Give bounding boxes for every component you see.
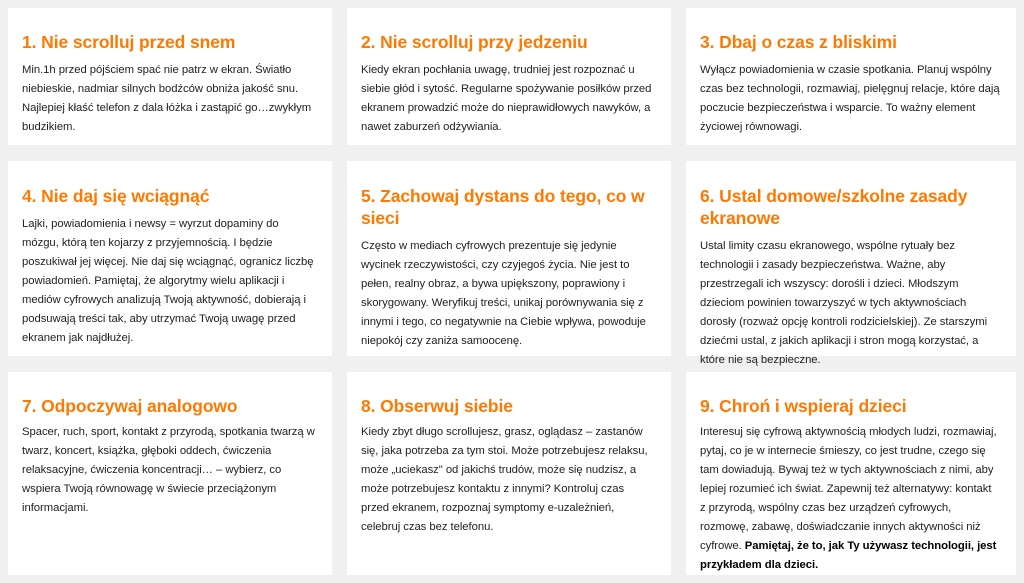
tip-card-3 — [686, 8, 1016, 145]
tip-text: Ustal limity czasu ekranowego, wspólne rytuały bez technologii i zasady bezpieczeństwa. Ważne, aby przestrzegali ich wszyscy: dorośli i dzieci. Młodszym dzieciom powinien towarzyszyć w tych aktywnościach dorosły (rozważ opcję kontroli rodzicielskiej). Ze starszymi dziećmi ustal, z jakich aplikacji i stron mogą korzystać, a które nie są bezpieczne. — [700, 240, 988, 366]
tip-text-emphasis: Pamiętaj, że to, jak Ty używasz technologii, jest przykładem dla dzieci. — [700, 540, 997, 571]
tip-text: Kiedy ekran pochłania uwagę, trudniej jest rozpoznać u siebie głód i sytość. Regularne spożywanie posiłków przed ekranem prowadzić może do nieprawidłowych nawyków, a nawet zaburzeń odżywiania. — [361, 64, 652, 133]
tip-title: 9. Chroń i wspieraj dzieci — [700, 396, 907, 416]
tip-title: 3. Dbaj o czas z bliskimi — [700, 32, 897, 52]
tip-card-9 — [686, 372, 1016, 575]
tip-text: Lajki, powiadomienia i newsy = wyrzut dopaminy do mózgu, którą ten kojarzy z przyjemnością. I będzie poszukiwał jej więcej. Nie daj się wciągnąć, ogranicz liczbę powiadomień. Pamiętaj, że algorytmy wielu aplikacji i mediów cyfrowych analizują Twoją aktywność, dobierają i podsuwają treści tak, aby utrzymać Twoją uwagę przed ekranem jak najdłużej. — [22, 218, 314, 344]
tip-title: 4. Nie daj się wciągnąć — [22, 186, 210, 206]
tip-text: Często w mediach cyfrowych prezentuje się jedynie wycinek rzeczywistości, czy czyjegoś życia. Nie jest to pełen, realny obraz, a bywa upiększony, poprawiony i skorygowany. Weryfikuj treści, unikaj porównywania się z innymi i tego, co negatywnie na Ciebie wpływa, powoduje niepokój czy zaniża samoocenę. — [361, 240, 646, 347]
tip-text — [700, 423, 1000, 575]
tip-text-regular: Interesuj się cyfrową aktywnością młodych ludzi, rozmawiaj, pytaj, co je w internecie śmieszy, co jest trudne, czego się tam dowiadują. Bywaj też w tych aktywnościach z nimi, aby lepiej rozumieć ich świat. Zapewnij też alternatywy: kontakt z przyrodą, wspólny czas bez urządzeń cyfrowych, rozmowę, zabawę, doświadczanie innych aktywności niż cyfrowe. — [700, 426, 997, 552]
tip-title: 2. Nie scrolluj przy jedzeniu — [361, 32, 588, 52]
tip-text: Spacer, ruch, sport, kontakt z przyrodą, spotkania twarzą w twarz, koncert, książka, głęboki oddech, ćwiczenia relaksacyjne, ćwiczenia koncentracji… – wybierz, co wspiera Twoją równowagę w świecie przeciążonym informacjami. — [22, 426, 315, 514]
tip-card-6 — [686, 161, 1016, 366]
tip-title: 8. Obserwuj siebie — [361, 396, 513, 416]
tip-card-8 — [347, 372, 671, 575]
tip-text: Kiedy zbyt długo scrollujesz, grasz, oglądasz – zastanów się, jaka potrzeba za tym stoi. Może potrzebujesz relaksu, może „uciekasz" od jakichś trudów, może się nudzisz, a może potrzebujesz kontaktu z innymi? Kontroluj czas przed ekranem, rozpoznaj symptomy e-uzależnień, celebruj czas bez telefonu. — [361, 426, 648, 533]
tip-title: 6. Ustal domowe/szkolne zasady ekranowe — [700, 186, 968, 228]
tip-title: 5. Zachowaj dystans do tego, co w sieci — [361, 186, 645, 228]
tip-card-7 — [8, 372, 332, 575]
tip-card-4 — [8, 161, 332, 356]
tip-card-2 — [347, 8, 671, 145]
tip-card-1 — [8, 8, 332, 145]
tip-card-5 — [347, 161, 671, 356]
tip-text: Min.1h przed pójściem spać nie patrz w ekran. Światło niebieskie, nadmiar silnych bodźców obniża jakość snu. Najlepiej kłaść telefon z dala łóżka i zastąpić go…zwykłym budzikiem. — [22, 64, 312, 133]
tip-title: 7. Odpoczywaj analogowo — [22, 396, 238, 416]
tip-text: Wyłącz powiadomienia w czasie spotkania. Planuj wspólny czas bez technologii, rozmawiaj, pielęgnuj relacje, które dają poczucie bezpieczeństwa i wsparcie. To ważny element życiowej równowagi. — [700, 64, 1000, 133]
tip-title: 1. Nie scrolluj przed snem — [22, 32, 236, 52]
